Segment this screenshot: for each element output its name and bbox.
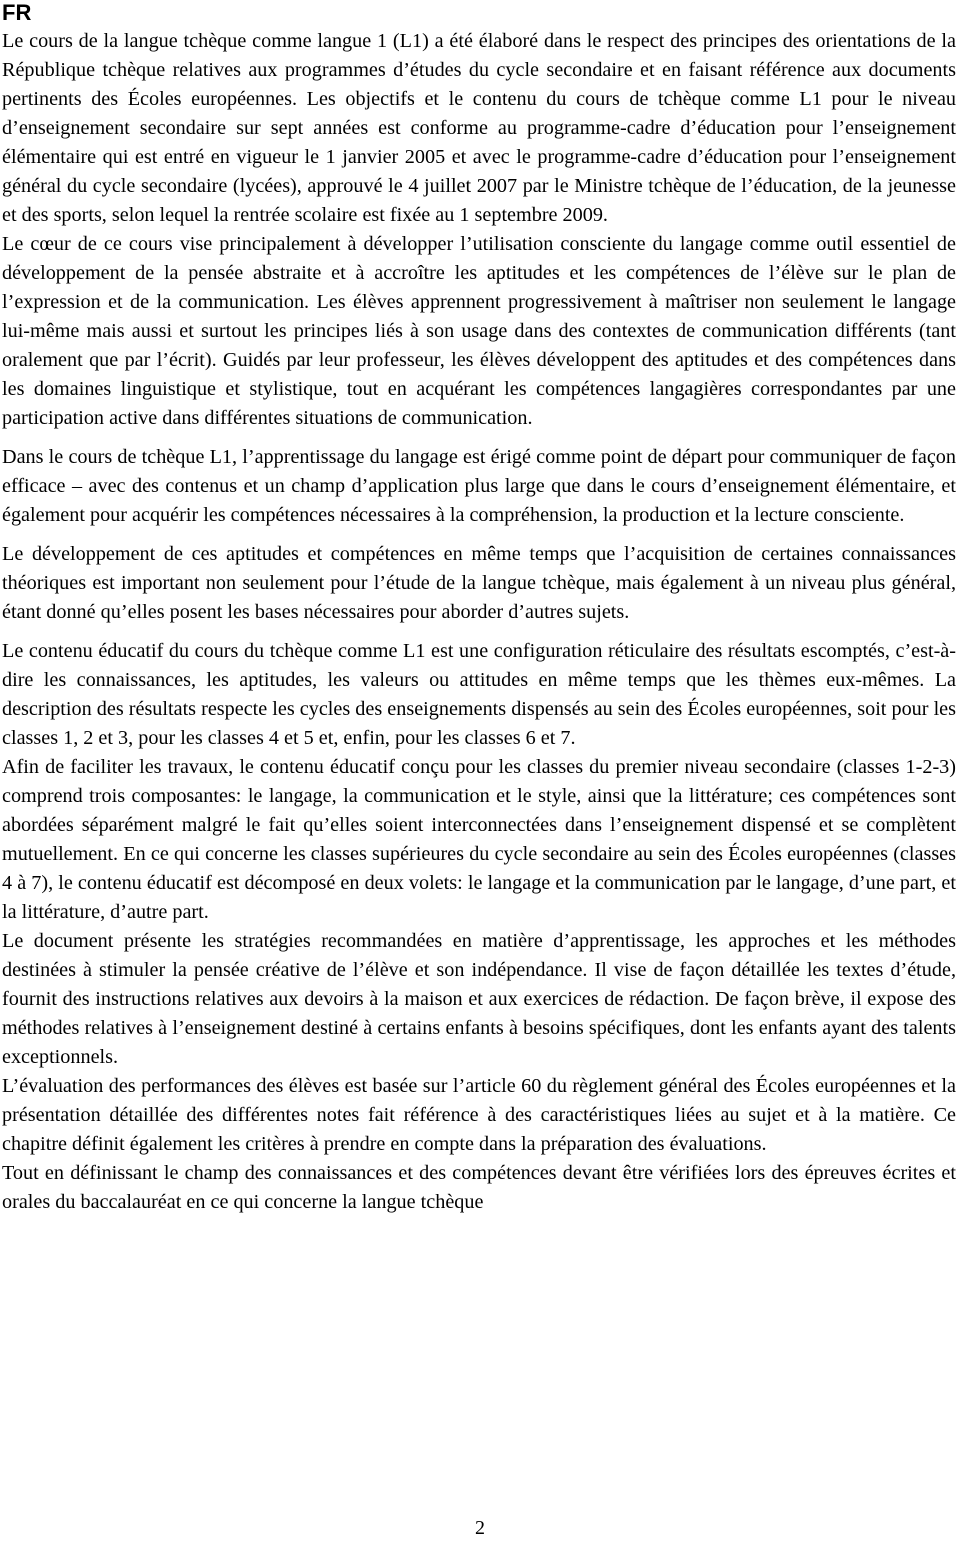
paragraph-content-components: Afin de faciliter les travaux, le contenu éducatif conçu pour les classes du premier niveau secondaire (classes 1-2-3) comprend trois composantes: le langage, la communication et le style, ainsi que la littérature; ces compétences sont abordées séparément malgré le fait qu’elles soient interconnectées dans l’enseignement dispensé et se complètent mutuellement. En ce qui concerne les classes supérieures du cycle secondaire au sein des Écoles européennes (classes 4 à 7), le contenu éducatif est décomposé en deux volets: le langage et la communication par le langage, d’une part, et la littérature, d’autre part. <box>2 756 956 923</box>
paragraph-skills-development: Le développement de ces aptitudes et compétences en même temps que l’acquisition de certaines connaissances théoriques est important non seulement pour l’étude de la langue tchèque, mais également à un niveau plus général, étant donné qu’elles posent les bases nécessaires pour aborder d’autres sujets. <box>2 543 956 623</box>
paragraph-baccalaureate: Tout en définissant le champ des connaissances et des compétences devant être vérifiées lors des épreuves écrites et orales du baccalauréat en ce qui concerne la langue tchèque <box>2 1162 956 1213</box>
language-code-heading: FR <box>2 0 32 25</box>
paragraph-language-learning: Dans le cours de tchèque L1, l’apprentissage du langage est érigé comme point de départ pour communiquer de façon efficace – avec des contenus et un champ d’application plus large que dans le cours d’enseignement élémentaire, et également pour acquérir les compétences nécessaires à la compréhension, la production et la lecture consciente. <box>2 446 956 526</box>
paragraph-intro: Le cours de la langue tchèque comme langue 1 (L1) a été élaboré dans le respect des principes des orientations de la République tchèque relatives aux programmes d’études du cycle secondaire et en faisant référence aux documents pertinents des Écoles européennes. Les objectifs et le contenu du cours de tchèque comme L1 pour le niveau d’enseignement secondaire sur sept années est conforme au programme-cadre d’éducation pour l’enseignement élémentaire qui est entré en vigueur le 1 janvier 2005 et avec le programme-cadre d’éducation pour l’enseignement général du cycle secondaire (lycées), approuvé le 4 juillet 2007 par le Ministre tchèque de l’éducation, de la jeunesse et des sports, selon lequel la rentrée scolaire est fixée au 1 septembre 2009. <box>2 30 956 226</box>
page-number: 2 <box>475 1517 485 1539</box>
paragraph-course-core: Le cœur de ce cours vise principalement à développer l’utilisation consciente du langage comme outil essentiel de développement de la pensée abstraite et à accroître les aptitudes et les compétences de l’élève sur le plan de l’expression et de la communication. Les élèves apprennent progressivement à maîtriser non seulement le langage lui-même mais aussi et surtout les principes liés à son usage dans des contextes de communication différents (tant oralement que par l’écrit). Guidés par leur professeur, les élèves développent des aptitudes et des compétences dans les domaines linguistique et stylistique, tout en acquérant les compétences langagières correspondantes par une participation active dans différentes situations de communication. <box>2 233 956 429</box>
paragraph-educational-content: Le contenu éducatif du cours du tchèque comme L1 est une configuration réticulaire des résultats escomptés, c’est-à-dire les connaissances, les aptitudes, les valeurs ou attitudes en même temps que les thèmes eux-mêmes. La description des résultats respecte les cycles des enseignements dispensés au sein des Écoles européennes, soit pour les classes 1, 2 et 3, pour les classes 4 et 5 et, enfin, pour les classes 6 et 7. <box>2 640 956 749</box>
paragraph-strategies: Le document présente les stratégies recommandées en matière d’apprentissage, les approches et les méthodes destinées à stimuler la pensée créative de l’élève et son indépendance. Il vise de façon détaillée les textes d’étude, fournit des instructions relatives aux devoirs à la maison et aux exercices de rédaction. De façon brève, il expose des méthodes relatives à l’enseignement destiné à certains enfants à besoins spécifiques, dont les enfants ayant des talents exceptionnels. <box>2 930 956 1068</box>
document-page <box>2 0 956 1217</box>
paragraph-assessment: L’évaluation des performances des élèves est basée sur l’article 60 du règlement général des Écoles européennes et la présentation détaillée des différentes notes fait référence à des caractéristiques liées au sujet et à la matière. Ce chapitre définit également les critères à prendre en compte dans la préparation des évaluations. <box>2 1075 956 1155</box>
